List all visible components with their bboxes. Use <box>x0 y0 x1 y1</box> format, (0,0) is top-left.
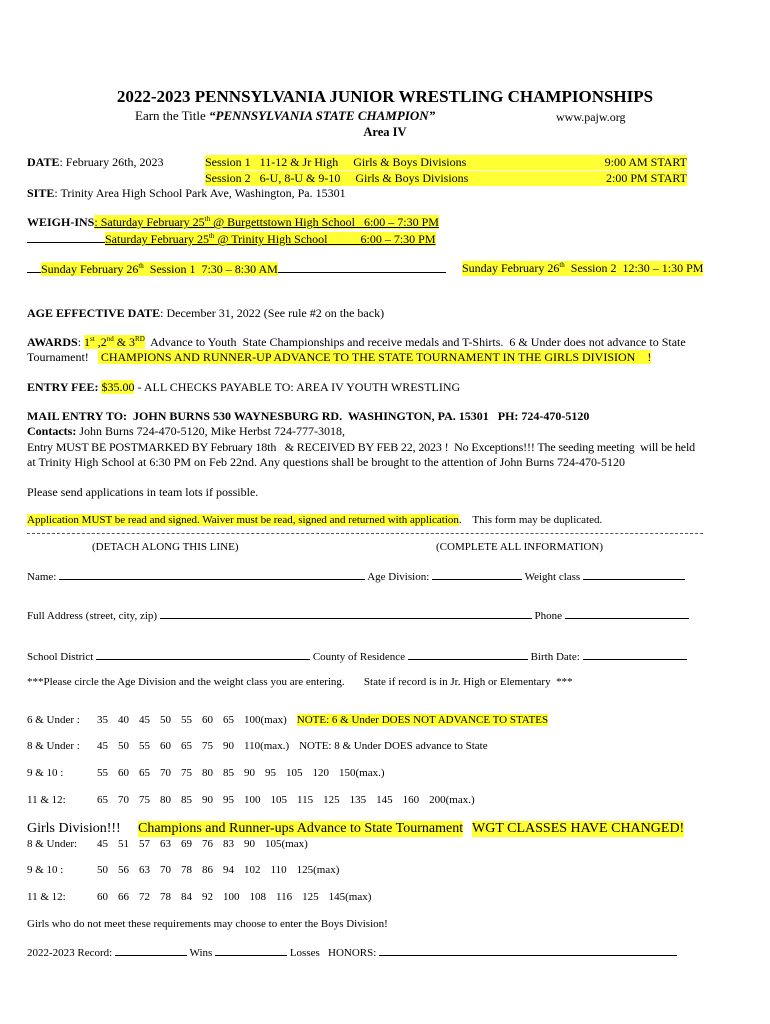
weight-class-option[interactable]: 60 <box>202 714 213 726</box>
weight-class-option[interactable]: 86 <box>202 864 213 876</box>
weight-class-option[interactable]: 115 <box>297 794 314 806</box>
awards-places: 1st ,2nd & 3RD <box>84 335 145 349</box>
awards-label: AWARDS <box>27 335 78 349</box>
entry-fee-label: ENTRY FEE: <box>27 380 99 394</box>
weight-class-option[interactable]: 110(max.) <box>244 740 290 752</box>
session1-text: Session 1 11-12 & Jr High Girls & Boys Divisions <box>205 155 467 169</box>
weight-class-option[interactable]: 95 <box>265 767 276 779</box>
weight-class-option[interactable]: 56 <box>118 864 129 876</box>
weight-class-option[interactable]: 120 <box>312 767 329 779</box>
weight-class-option[interactable]: 63 <box>139 864 150 876</box>
weight-class-option[interactable]: 105 <box>286 767 303 779</box>
area-label: Area IV <box>363 125 407 139</box>
awards-girls-advance: CHAMPIONS AND RUNNER-UP ADVANCE TO THE STATE TOURNAMENT IN THE GIRLS DIVISION ! <box>97 350 652 364</box>
weight-class-option[interactable]: 125(max) <box>296 864 340 876</box>
weight-class-option[interactable]: 135 <box>349 794 367 806</box>
weight-class-option[interactable]: 78 <box>160 891 171 903</box>
weight-class-option[interactable]: 35 <box>97 714 108 726</box>
girls-weight-row <box>27 891 381 903</box>
name-row <box>27 568 685 583</box>
weight-class-option[interactable]: 105 <box>270 794 287 806</box>
weight-class-option[interactable]: 70 <box>160 767 171 779</box>
name-field[interactable] <box>59 568 365 580</box>
weight-class-option[interactable]: 69 <box>181 838 192 850</box>
school-district-field[interactable] <box>96 648 310 660</box>
weight-class-option[interactable]: 63 <box>160 838 171 850</box>
age-division-option[interactable]: 8 & Under : <box>27 740 80 752</box>
boys-weight-row <box>27 714 558 726</box>
weight-class-option[interactable]: 100 <box>223 891 240 903</box>
weight-class-option[interactable]: 60 <box>118 767 129 779</box>
girls-title: Girls Division!!! <box>27 821 121 836</box>
weight-class-option[interactable]: 90 <box>244 767 255 779</box>
birth-date-label: Birth Date: <box>530 651 580 663</box>
weight-class-option[interactable]: 145(max) <box>328 891 372 903</box>
weight-class-option[interactable]: 92 <box>202 891 213 903</box>
weight-class-option[interactable]: 200(max.) <box>429 794 475 806</box>
date-label: DATE <box>27 155 60 169</box>
wins-field[interactable] <box>115 944 187 956</box>
age-division-option[interactable]: 11 & 12: <box>27 794 66 806</box>
weight-class-option[interactable]: 40 <box>118 714 129 726</box>
weight-class-option[interactable]: 110 <box>270 864 287 876</box>
entry-fee-line <box>27 380 460 395</box>
weight-class-option[interactable]: 55 <box>139 740 150 752</box>
boys-weight-row <box>27 740 498 752</box>
honors-label: HONORS: <box>328 947 377 959</box>
weight-class-option[interactable]: 100(max) <box>244 714 287 726</box>
application-notice-line <box>27 514 602 526</box>
age-division-option[interactable]: 9 & 10 : <box>27 864 64 876</box>
circle-note: ***Please circle the Age Division and the weight class you are entering. State if record is in Jr. High or Elementary *** <box>27 676 573 688</box>
weight-class-option[interactable]: 160 <box>402 794 420 806</box>
age-division-label: Age Division: <box>367 571 430 583</box>
mail-entry-line: MAIL ENTRY TO: JOHN BURNS 530 WAYNESBURG RD. WASHINGTON, PA. 15301 PH: 724-470-5120 <box>27 409 590 423</box>
weight-class-option[interactable]: 75 <box>202 740 213 752</box>
awards-line2 <box>27 350 651 365</box>
postmark-line: Entry MUST BE POSTMARKED BY February 18th & RECEIVED BY FEB 22, 2023 ! No Exceptions!!! The seeding meeting will be held <box>27 440 696 454</box>
weight-class-option[interactable]: 45 <box>97 838 108 850</box>
weight-class-option[interactable]: 66 <box>118 891 129 903</box>
weight-class-option[interactable]: 75 <box>139 794 150 806</box>
entry-fee-text: - ALL CHECKS PAYABLE TO: AREA IV YOUTH WRESTLING <box>134 380 461 394</box>
school-district-label: School District <box>27 651 94 663</box>
sunday-session2: Sunday February 26th Session 2 12:30 – 1:30 PM <box>462 261 704 275</box>
age-effective-value: : December 31, 2022 (See rule #2 on the back) <box>160 306 385 320</box>
weight-class-option[interactable]: 55 <box>181 714 192 726</box>
earn-prefix: Earn the Title <box>135 108 210 123</box>
age-division-field[interactable] <box>432 568 522 580</box>
earn-title: “PENNSYLVANIA STATE CHAMPION” <box>209 108 436 123</box>
weight-class-option[interactable]: 50 <box>160 714 171 726</box>
weight-class-option[interactable]: 65 <box>139 767 150 779</box>
awards-text: Advance to Youth State Championships and receive medals and T-Shirts. 6 & Under does not advance to State <box>144 335 686 349</box>
address-field[interactable] <box>160 607 532 619</box>
weight-class-option[interactable]: 83 <box>223 838 234 850</box>
weight-class-option[interactable]: 125 <box>302 891 319 903</box>
application-notice: Application MUST be read and signed. Waiver must be read, signed and returned with application <box>27 514 459 526</box>
weight-class-option[interactable]: 50 <box>97 864 108 876</box>
weight-class-option[interactable]: 70 <box>160 864 171 876</box>
weight-class-option[interactable]: 145 <box>376 794 393 806</box>
session1-bar <box>205 155 687 170</box>
session2-text: Session 2 6-U, 8-U & 9-10 Girls & Boys Divisions <box>205 171 469 185</box>
session2-bar <box>205 171 687 186</box>
sunday-session1: Sunday February 26th Session 1 7:30 – 8:30 AM <box>41 262 278 276</box>
weight-class-option[interactable]: 116 <box>276 891 293 903</box>
contacts-line <box>27 424 345 439</box>
complete-label: (COMPLETE ALL INFORMATION) <box>436 541 604 553</box>
weight-class-option[interactable]: 125 <box>323 794 340 806</box>
weight-class-option[interactable]: 70 <box>118 794 129 806</box>
weight-class-option[interactable]: 78 <box>181 864 192 876</box>
losses-field[interactable] <box>215 944 287 956</box>
county-label: County of Residence <box>312 651 406 663</box>
weight-class-option[interactable]: 51 <box>118 838 129 850</box>
name-label: Name: <box>27 571 57 583</box>
weight-class-option[interactable]: 55 <box>97 767 108 779</box>
weight-class-option[interactable]: 75 <box>181 767 192 779</box>
losses-label: Losses <box>289 947 320 959</box>
girls-header <box>27 821 121 837</box>
weighins-line1 <box>27 215 439 230</box>
girls-weight-row <box>27 838 318 850</box>
weight-class-option[interactable]: 65 <box>223 714 234 726</box>
age-effective-label: AGE EFFECTIVE DATE <box>27 306 161 320</box>
weight-class-option[interactable]: 65 <box>181 740 192 752</box>
address-row <box>27 607 689 622</box>
contacts-value: John Burns 724-470-5120, Mike Herbst 724-777-3018, <box>76 424 345 438</box>
phone-field[interactable] <box>565 607 689 619</box>
weight-class-option[interactable]: 80 <box>160 794 171 806</box>
weight-class-field[interactable] <box>583 568 685 580</box>
age-division-option[interactable]: 11 & 12: <box>27 891 66 903</box>
awards-tournament: Tournament! <box>27 350 98 364</box>
session2-start: 2:00 PM START <box>606 171 687 185</box>
weighins-label: WEIGH-INS <box>27 215 95 229</box>
weight-class-option[interactable]: 57 <box>139 838 150 850</box>
weight-class-option[interactable]: 45 <box>97 740 108 752</box>
school-row <box>27 648 687 663</box>
girls-weight-row <box>27 864 349 876</box>
website-link[interactable]: www.pajw.org <box>556 110 626 124</box>
weighins-trinity: Saturday February 25th @ Trinity High School 6:00 – 7:30 PM <box>105 232 436 246</box>
girls-changed: WGT CLASSES HAVE CHANGED! <box>472 821 685 836</box>
weight-class-option[interactable]: 90 <box>244 838 255 850</box>
awards-line1: AWARDS: 1st ,2nd & 3RD Advance to Youth State Championships and receive medals and T-Shirts. 6 & Under does not advance to State <box>27 335 686 349</box>
weight-class-option[interactable]: 65 <box>97 794 108 806</box>
weight-class-option[interactable]: 60 <box>160 740 171 752</box>
weight-class-option[interactable]: 72 <box>139 891 150 903</box>
weight-class-option[interactable]: 94 <box>223 864 234 876</box>
girls-note: Girls who do not meet these requirements may choose to enter the Boys Division! <box>27 918 388 930</box>
wins-label: Wins <box>189 947 213 959</box>
weight-class-label: Weight class <box>524 571 581 583</box>
weight-class-option[interactable]: 50 <box>118 740 129 752</box>
seeding-line: at Trinity High School at 6:30 PM on Feb 22nd. Any questions shall be brought to the attention of John Burns 724-470-5120 <box>27 455 625 469</box>
age-division-option[interactable]: 8 & Under: <box>27 838 78 850</box>
boys-weight-row <box>27 794 485 806</box>
weight-class-option[interactable]: 150(max.) <box>339 767 385 779</box>
entry-fee-amount: $35.00 <box>101 380 135 394</box>
record-label: 2022-2023 Record: <box>27 947 113 959</box>
weighins-sunday-1 <box>27 261 446 277</box>
weight-class-option[interactable]: 105(max) <box>265 838 308 850</box>
weight-class-option[interactable]: 84 <box>181 891 192 903</box>
duplicate-notice: . This form may be duplicated. <box>458 514 603 526</box>
age-division-option[interactable]: 6 & Under : <box>27 714 80 726</box>
weight-class-option[interactable]: 90 <box>223 740 234 752</box>
honors-field[interactable] <box>379 944 677 956</box>
page-title: 2022-2023 PENNSYLVANIA JUNIOR WRESTLING CHAMPIONSHIPS <box>116 87 654 106</box>
weight-class-option[interactable]: 85 <box>223 767 234 779</box>
site-value: : Trinity Area High School Park Ave, Washington, Pa. 15301 <box>54 186 346 200</box>
weight-class-option[interactable]: 80 <box>202 767 213 779</box>
title-subheading <box>135 108 435 124</box>
county-field[interactable] <box>408 648 528 660</box>
date-value: : February 26th, 2023 <box>59 155 164 169</box>
girls-advance: Champions and Runner-ups Advance to State Tournament <box>138 821 464 836</box>
weight-class-option[interactable]: 95 <box>223 794 234 806</box>
weight-class-option[interactable]: 85 <box>181 794 192 806</box>
weight-class-option[interactable]: 100 <box>244 794 261 806</box>
detach-label: (DETACH ALONG THIS LINE) <box>92 541 239 553</box>
weight-class-option[interactable]: 102 <box>244 864 261 876</box>
team-lots-note: Please send applications in team lots if possible. <box>27 485 259 499</box>
weight-class-option[interactable]: 60 <box>97 891 108 903</box>
weight-class-option[interactable]: 108 <box>249 891 266 903</box>
site-line <box>27 186 346 201</box>
address-label: Full Address (street, city, zip) <box>27 610 158 622</box>
session1-start: 9:00 AM START <box>604 155 687 169</box>
detach-line <box>27 533 703 534</box>
weight-class-option[interactable]: 90 <box>202 794 213 806</box>
boys-weight-row <box>27 767 395 779</box>
record-row <box>27 944 677 959</box>
phone-label: Phone <box>534 610 563 622</box>
weight-class-option[interactable]: 76 <box>202 838 213 850</box>
age-division-option[interactable]: 9 & 10 : <box>27 767 64 779</box>
birth-date-field[interactable] <box>583 648 687 660</box>
date-line <box>27 155 163 170</box>
site-label: SITE <box>27 186 55 200</box>
age-effective-line <box>27 306 384 321</box>
weighins-line2 <box>27 231 436 247</box>
weighins-burgettstown: : Saturday February 25th @ Burgettstown High School 6:00 – 7:30 PM <box>94 215 439 229</box>
division-note: NOTE: 8 & Under DOES advance to State <box>299 740 488 752</box>
weight-class-option[interactable]: 45 <box>139 714 150 726</box>
contacts-label: Contacts: <box>27 424 77 438</box>
division-note: NOTE: 6 & Under DOES NOT ADVANCE TO STATES <box>296 714 549 726</box>
